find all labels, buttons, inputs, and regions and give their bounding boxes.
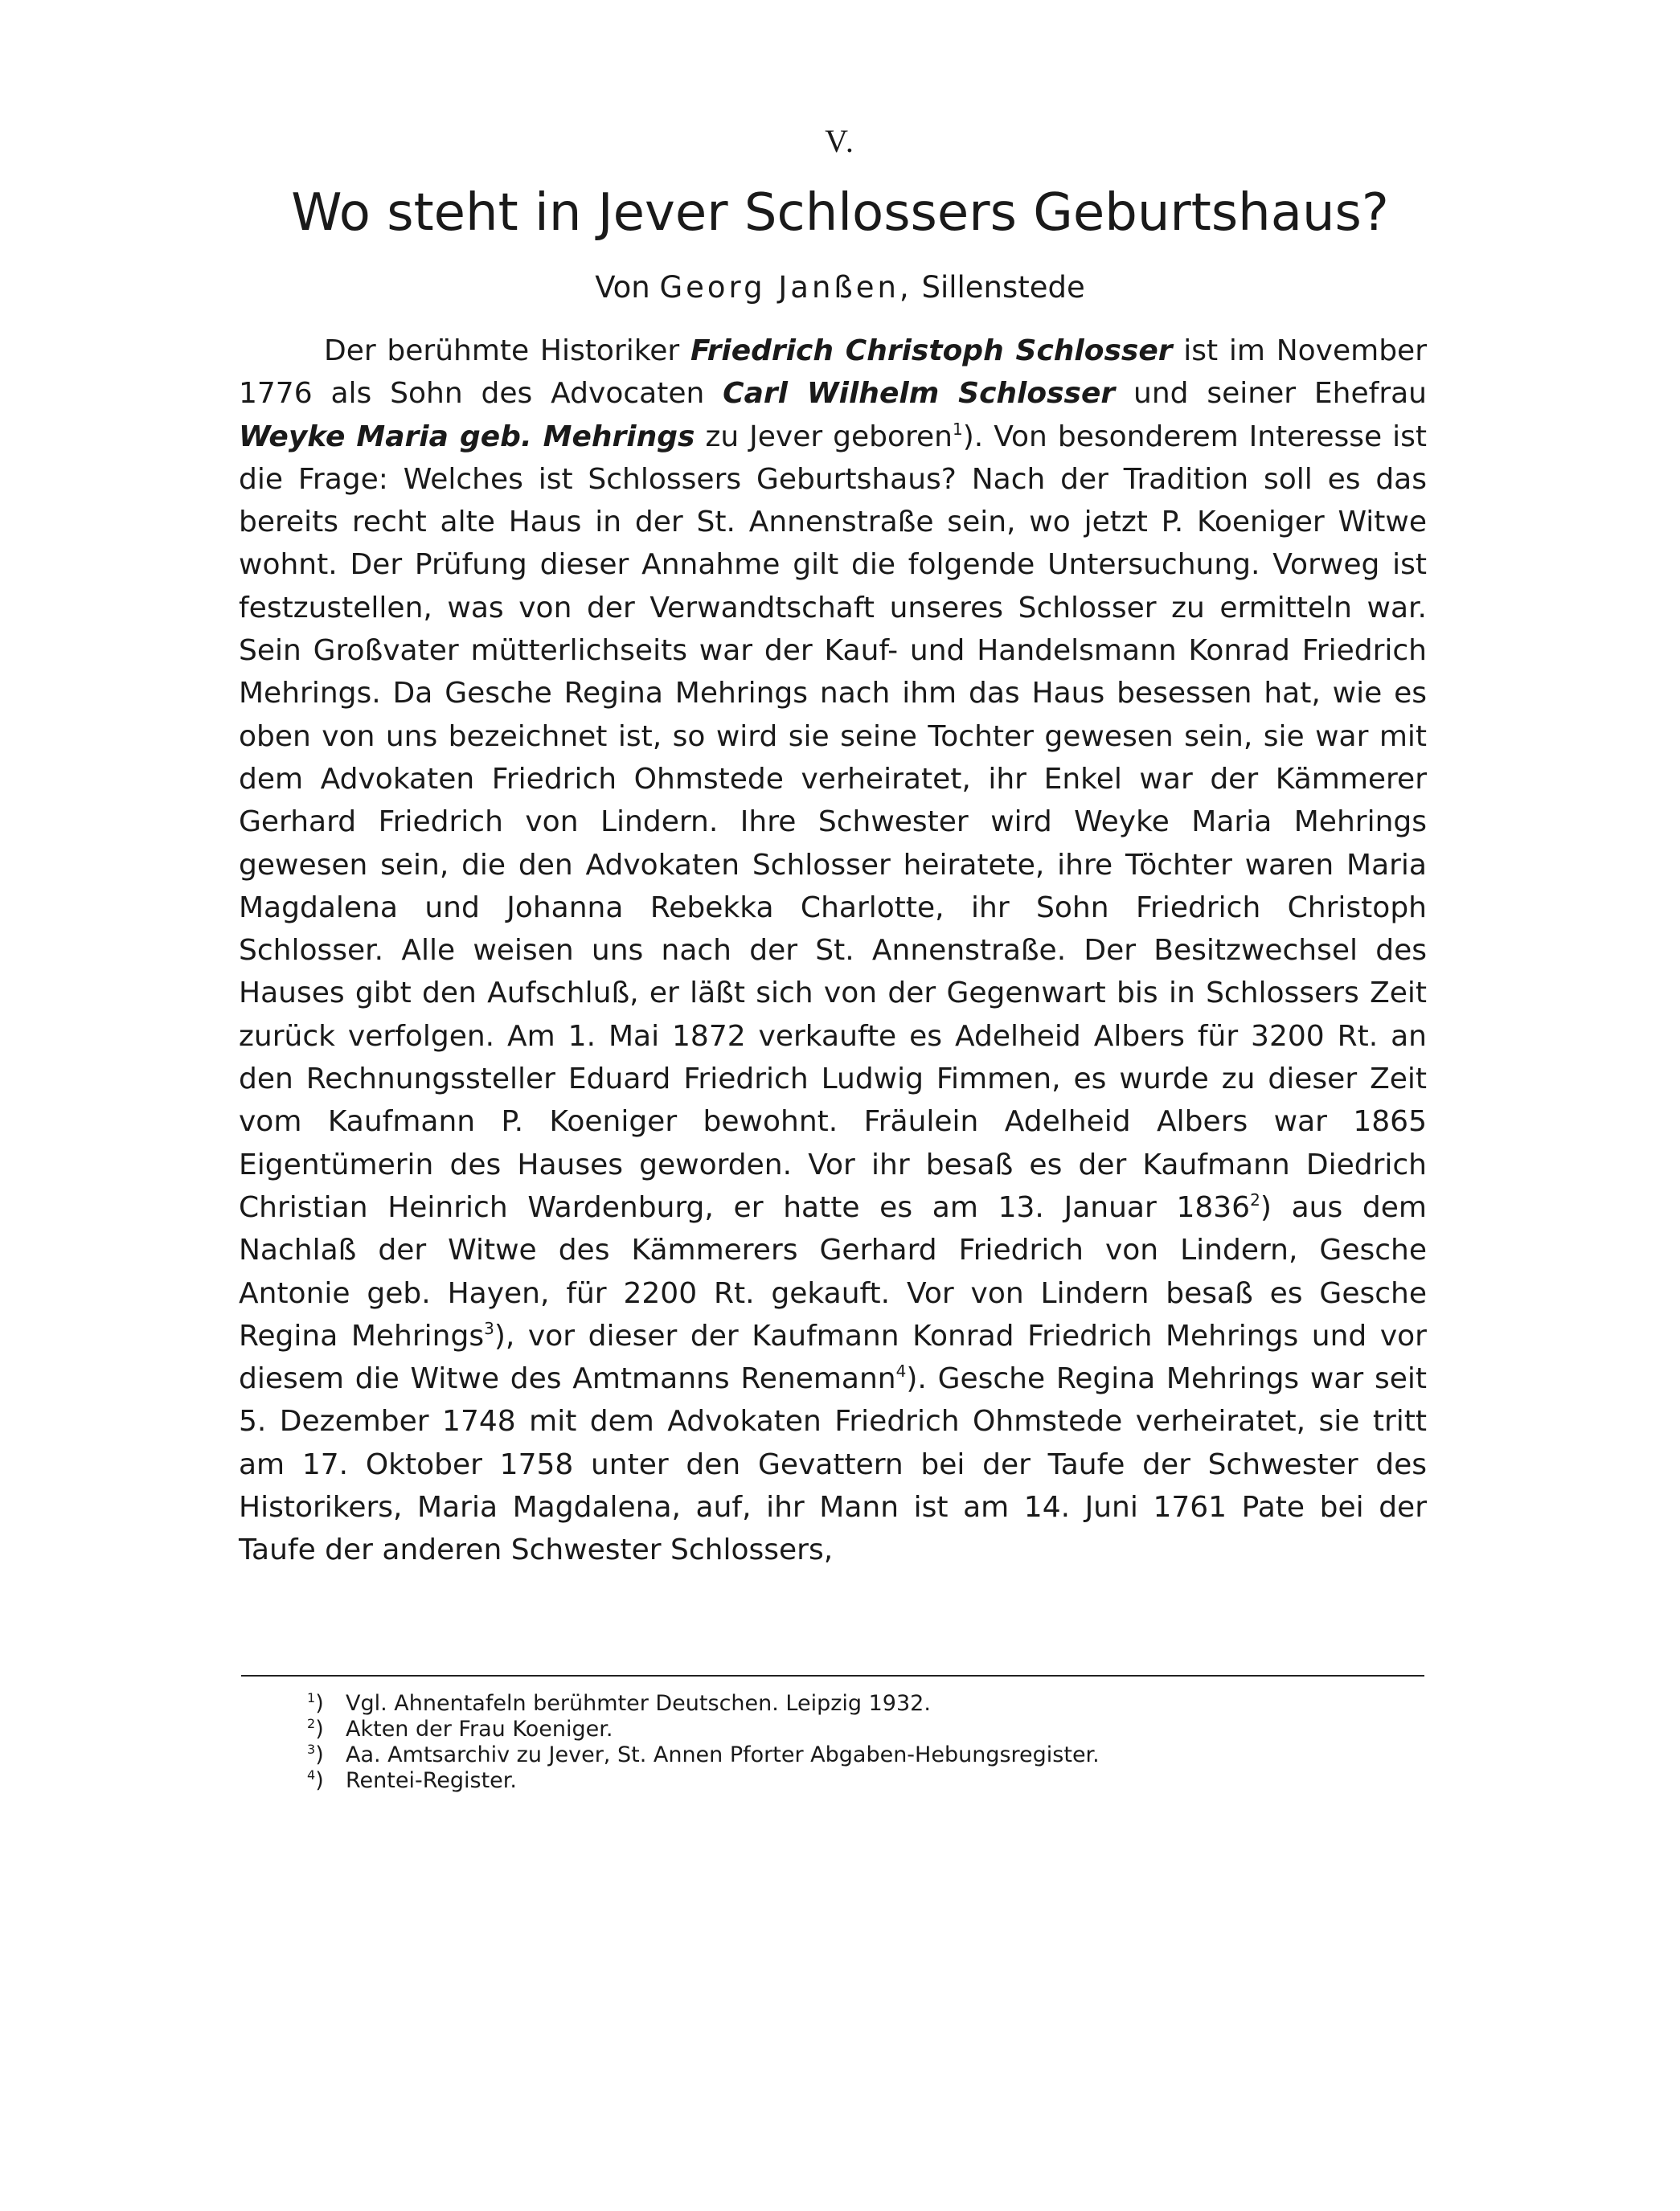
- body-text-run: ). Gesche Regina Mehrings war seit 5. Dezember 1748 mit dem Advokaten Friedrich Ohmstede verheiratet, sie tritt am 17. Oktober 1758 unter den Gevattern bei der Taufe der Schwester des Historikers, Maria Magdalena, auf, ihr Mann ist am 14. Juni 1761 Pate bei der Taufe der anderen Schwester Schlossers,: [239, 1362, 1428, 1567]
- footnote-mark: $^1$): [307, 1690, 324, 1716]
- footnote-number: 2: [307, 1716, 316, 1731]
- body-text-run: ). Von besonderem Interesse ist die Frage: Welches ist Schlossers Geburtshaus? Nach der Tradition soll es das bereits recht alte Haus in der St. Annenstraße sein, wo jetzt P. Koeniger Witwe wohnt. Der Prüfung dieser Annahme gilt die folgende Untersuchung. Vorweg ist festzustellen, was von der Verwandtschaft unseres Schlosser zu ermitteln war. Sein Großvater mütterlichseits war der Kauf- und Handelsmann Konrad Friedrich Mehrings. Da Gesche Regina Mehrings nach ihm das Haus besessen hat, wie es oben von uns bezeichnet ist, so wird sie seine Tochter gewesen sein, sie war mit dem Advokaten Friedrich Ohmstede verheiratet, ihr Enkel war der Kämmerer Gerhard Friedrich von Lindern. Ihre Schwester wird Weyke Maria Mehrings gewesen sein, die den Advokaten Schlosser heiratete, ihre Töchter waren Maria Magdalena und Johanna Rebekka Charlotte, ihr Sohn Friedrich Christoph Schlosser. Alle weisen uns nach der St. Annenstraße. Der Besitzwechsel des Hauses gibt den Aufschluß, er läßt sich von der Gegenwart bis in Schlossers Zeit zurück verfolgen. Am 1. Mai 1872 verkaufte es Adelheid Albers für 3200 Rt. an den Rechnungssteller Eduard Friedrich Ludwig Fimmen, es wurde zu dieser Zeit vom Kaufmann P. Koeniger bewohnt. Fräulein Adelheid Albers war 1865 Eigentümerin des Hauses geworden. Vor ihr besaß es der Kaufmann Diedrich Christian Heinrich Wardenburg, er hatte es am 13. Januar 1836: [239, 420, 1428, 1224]
- body-text-run: und seiner Ehefrau: [1115, 377, 1427, 411]
- emphasized-name: Friedrich Christoph Schlosser: [690, 334, 1173, 367]
- footnote-mark: $^3$): [307, 1742, 324, 1767]
- footnote-number: 1: [307, 1690, 316, 1705]
- body-text-run: ), vor dieser der Kaufmann Konrad Friedrich Mehrings und vor diesem die Witwe des Amtmanns Renemann: [239, 1319, 1427, 1396]
- footnote-text: Akten der Frau Koeniger.: [346, 1717, 613, 1742]
- body-text-run: zu Jever geboren: [695, 420, 953, 453]
- footnote-number: 3: [307, 1742, 316, 1757]
- footnote-number: 4: [307, 1767, 316, 1783]
- footnote-text: Rentei-Register.: [346, 1768, 517, 1793]
- footnote-item: [307, 1688, 1432, 1714]
- section-number: V.: [825, 123, 855, 159]
- author-place: Sillenstede: [921, 270, 1085, 305]
- footnote-text: Aa. Amtsarchiv zu Jever, St. Annen Pforter Abgaben-Hebungsregister.: [346, 1742, 1100, 1767]
- footnote-reference: 1: [953, 419, 963, 439]
- footnote-reference: 4: [895, 1361, 907, 1382]
- article-title: Wo steht in Jever Schlossers Geburtshaus?: [291, 183, 1389, 243]
- footnote-mark: $^2$): [307, 1716, 324, 1742]
- footnote-reference: 3: [484, 1318, 494, 1338]
- footnote-item: [307, 1714, 1432, 1742]
- body-paragraph: [239, 330, 1427, 1572]
- body-text-run: ) aus dem Nachlaß der Witwe des Kämmerers Gerhard Friedrich von Lindern, Gesche Antonie geb. Hayen, für 2200 Rt. gekauft. Vor von Lindern besaß es Gesche Regina Mehrings: [239, 1190, 1427, 1353]
- author-prefix: Von: [595, 270, 650, 305]
- author-name: Georg Janßen,: [659, 270, 912, 305]
- footnote-item: [307, 1765, 1432, 1791]
- body-text-run: ist im November 1776 als Sohn des Advocaten: [239, 334, 1427, 411]
- author-line: [0, 270, 1680, 305]
- emphasized-name: Carl Wilhelm Schlosser: [723, 377, 1116, 411]
- footnote-mark: $^4$): [307, 1767, 324, 1793]
- footnote-reference: 2: [1250, 1189, 1260, 1210]
- footnote-divider: [241, 1675, 1424, 1677]
- footnote-item: [307, 1739, 1432, 1765]
- footnotes-list: [307, 1688, 1432, 1791]
- footnote-text: Vgl. Ahnentafeln berühmter Deutschen. Leipzig 1932.: [346, 1691, 931, 1716]
- emphasized-name: Weyke Maria geb. Mehrings: [239, 420, 695, 453]
- body-text-run: Der berühmte Historiker: [324, 334, 690, 367]
